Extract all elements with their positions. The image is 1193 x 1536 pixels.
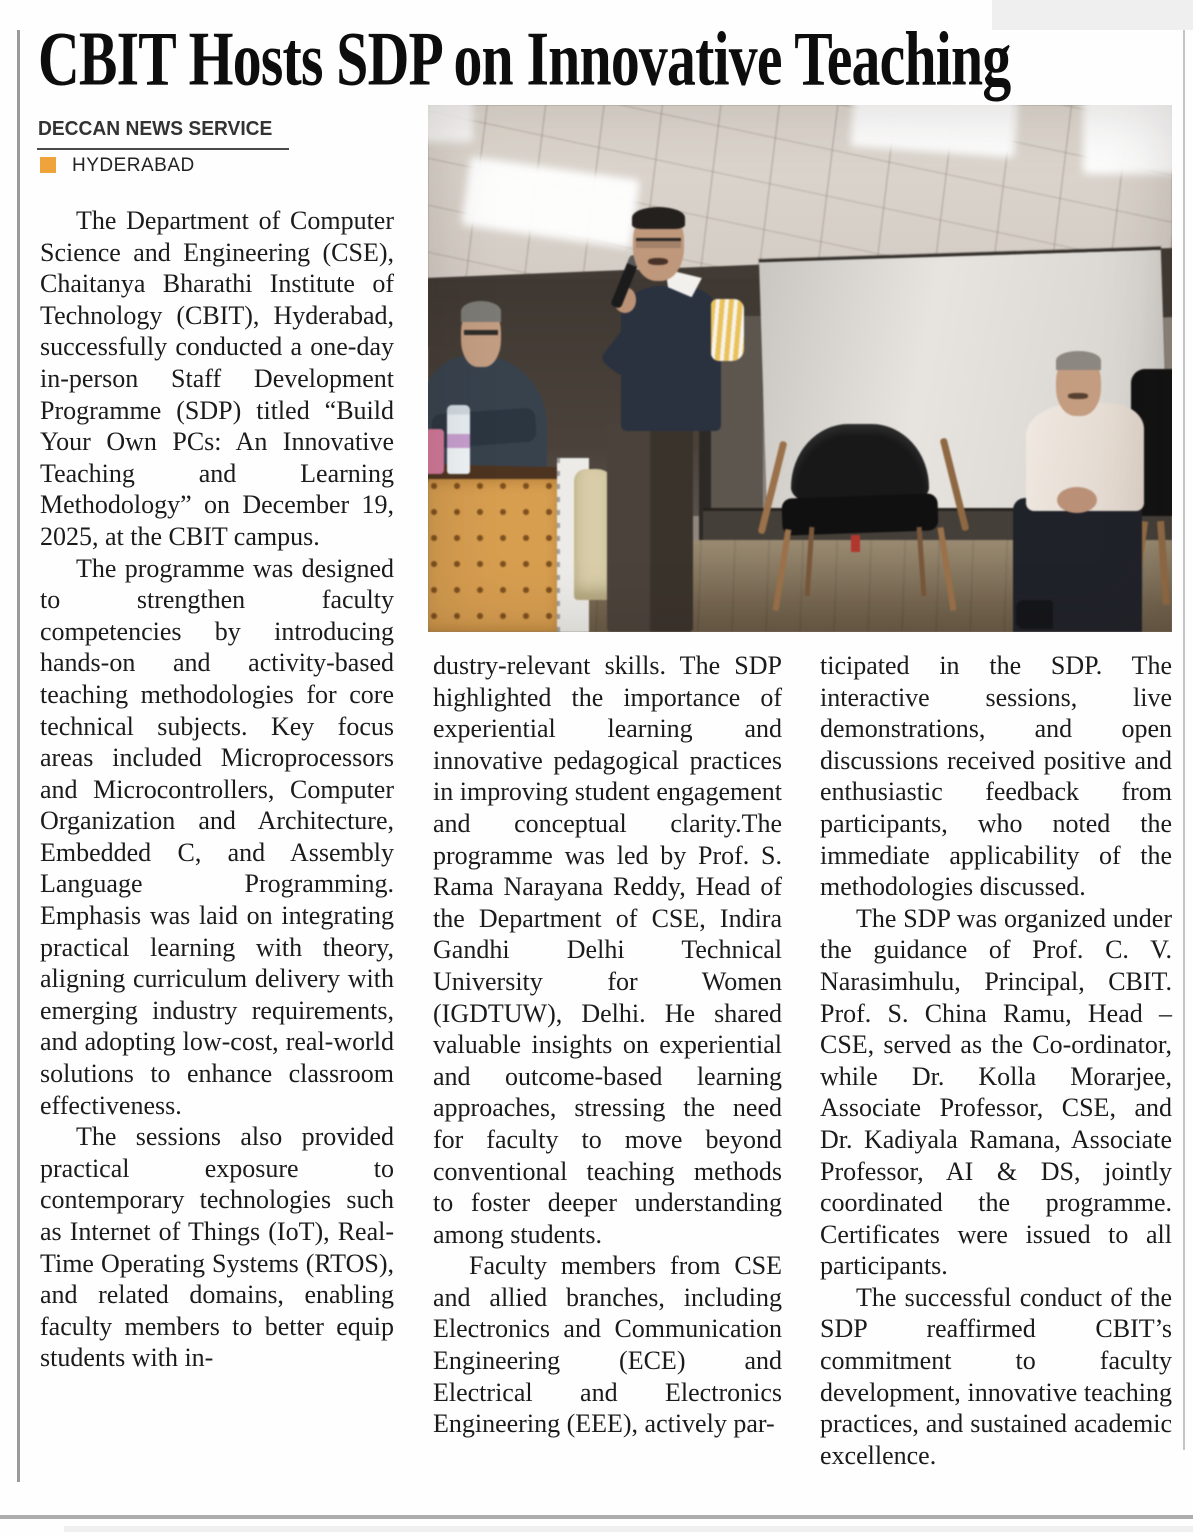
paragraph: ticipated in the SDP. The interactive sessions, live demonstrations, and open discussions received positive and enthusiastic feedback from participants, who noted the immediate applicability of the methodologies discussed. xyxy=(820,651,1172,902)
event-photo xyxy=(428,105,1172,632)
speaker-mustache xyxy=(648,258,667,265)
headline: CBIT Hosts SDP on Innovative Teaching xyxy=(38,16,1011,103)
water-bottle xyxy=(447,405,469,474)
paragraph: The programme was designed to strengthen faculty competencies by introducing hands-on and activity-based teaching methodologies for core technical subjects. Key focus areas included Microprocessors and Microcontrollers, Computer Organization and Architecture, Embedded C, and Assembly Language Programming. Emphasis was laid on integrating practical learning with theory, aligning curriculum delivery with emerging industry requirements, and adopting low-cost, real-world solutions to enhance classroom effectiveness. xyxy=(40,553,394,1120)
column-left xyxy=(40,205,394,1374)
byline: DECCAN NEWS SERVICE xyxy=(38,118,273,140)
scan-corner-shade xyxy=(992,0,1193,30)
seated-guest-shoe xyxy=(1016,600,1053,629)
ceiling-light-panel xyxy=(1083,105,1172,174)
bottom-shade-band xyxy=(64,1526,1193,1532)
paragraph: dustry-relevant skills. The SDP highlighted the importance of experiential learning and innovative pedagogical practices in improving student engagement and conceptual clarity.The programme was led by Prof. S. Rama Narayana Reddy, Head of the Department of CSE, Indira Gandhi Delhi Technical University for Women (IGDTUW), Delhi. He shared valuable insights on experiential and outcome-based learning approaches, stressing the need for faculty to move beyond conventional teaching methods to foster deeper understanding among students. xyxy=(433,651,782,1249)
photo-scene xyxy=(428,105,1172,632)
chair-red-tag xyxy=(851,535,861,553)
right-border-rule xyxy=(1183,22,1185,1450)
dateline-square-icon xyxy=(40,157,56,173)
paragraph: The successful conduct of the SDP reaffirmed CBIT’s commitment to faculty development, innovative teaching practices, and sustained academic excellence. xyxy=(820,1282,1172,1470)
speaker-head xyxy=(633,209,684,281)
lectern-desk-front xyxy=(428,479,569,632)
bottom-border-rule xyxy=(0,1515,1193,1519)
column-middle xyxy=(433,650,782,1440)
paragraph: Faculty members from CSE and allied branches, including Electronics and Communication Engineering (ECE) and Electrical and Electronics Engineering (EEE), actively par- xyxy=(433,1251,782,1439)
speaker-trousers xyxy=(607,424,693,632)
empty-chair-seat xyxy=(782,493,939,535)
byline-underline xyxy=(37,148,289,150)
speaker-striped-sleeve xyxy=(711,299,744,361)
dateline: HYDERABAD xyxy=(72,155,195,176)
paragraph: The Department of Computer Science and Engineering (CSE), Chaitanya Bharathi Institute of Technology (CBIT), Hyderabad, successfully conducted a one-day in-person Staff Development Programme (SDP) titled “Build Your Own PCs: An Innovative Teaching and Learning Methodology” on December 19, 2025, at the CBIT campus. xyxy=(40,206,394,551)
paragraph: The SDP was organized under the guidance of Prof. C. V. Narasimhulu, Principal, CBIT. Prof. S. China Ramu, Head – CSE, served as the Co-ordinator, while Dr. Kolla Morarjee, Associate Professor, CSE, and Dr. Kadiyala Ramana, Associate Professor, AI & DS, jointly coordinated the programme. Certificates were issued to all participants. xyxy=(820,903,1172,1281)
left-observer-head xyxy=(461,303,501,367)
paragraph: The sessions also provided practical exposure to contemporary technologies such as Internet of Things (IoT), Real-Time Operating Systems (RTOS), and related domains, enabling faculty members to better equip students with in- xyxy=(40,1122,394,1373)
ceiling-light-panel xyxy=(428,105,473,142)
left-border-rule xyxy=(17,30,20,1482)
seated-guest-head xyxy=(1056,353,1101,416)
pink-object xyxy=(428,429,444,474)
column-right xyxy=(820,650,1172,1471)
